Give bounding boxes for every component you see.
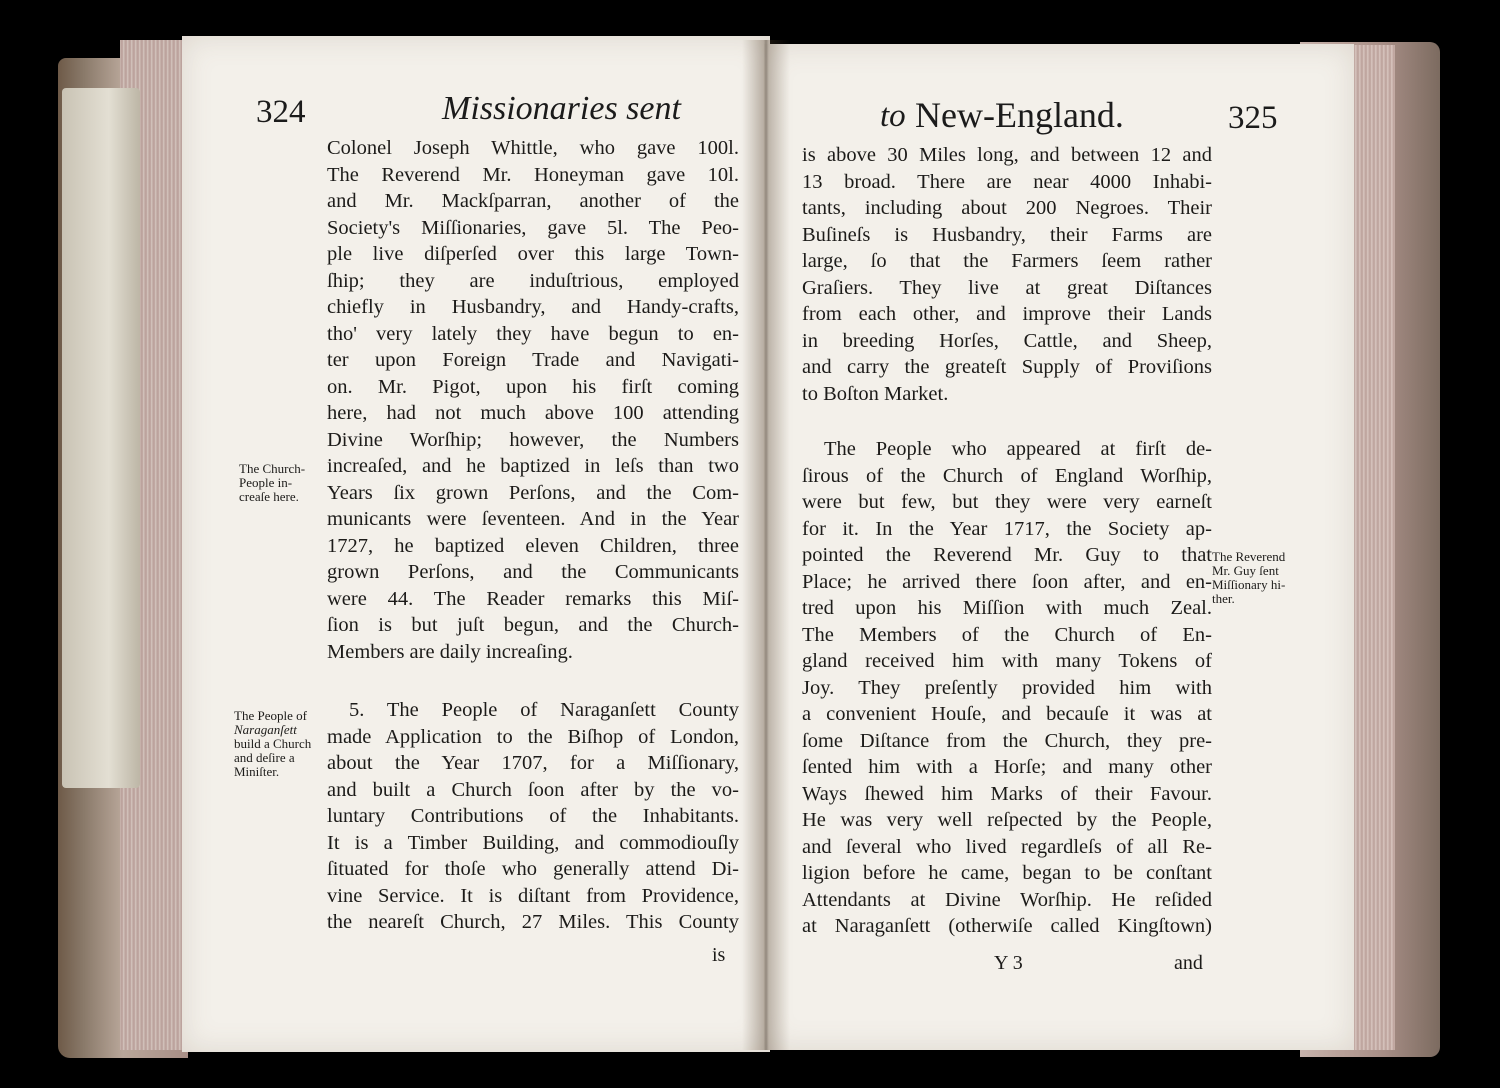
note-line: Naraganſett: [234, 722, 297, 737]
right-running-head: New-England.: [915, 95, 1124, 135]
text-line: ple live diſperſed over this large Town-: [327, 243, 739, 265]
text-line: to Boſton Market.: [802, 382, 949, 405]
note-line: The People of: [234, 708, 307, 723]
text-line: and ſeveral who lived regardleſs of all Re-: [802, 835, 1212, 858]
text-line: in breeding Horſes, Cattle, and Sheep,: [802, 329, 1212, 352]
text-line: luntary Contributions of the Inhabitants.: [327, 805, 739, 827]
margin-note-reverend-guy: [1212, 550, 1285, 606]
right-page-number: 325: [1228, 100, 1278, 136]
text-line: Attendants at Divine Worſhip. He reſided: [802, 888, 1212, 911]
text-line: tho' very lately they have begun to en-: [327, 322, 739, 345]
text-line: 13 broad. There are near 4000 Inhabi-: [802, 170, 1212, 193]
text-line: is above 30 Miles long, and between 12 and: [802, 144, 1212, 166]
left-paragraph-2: [327, 697, 739, 936]
text-line: It is a Timber Building, and commodiouſly: [327, 831, 739, 854]
text-line: ſion is but juſt begun, and the Church-: [327, 614, 739, 636]
text-line: vine Service. It is diſtant from Providence,: [327, 884, 739, 907]
text-line: Graſiers. They live at great Diſtances: [802, 276, 1212, 299]
note-line: Miſſionary hi-: [1212, 577, 1286, 592]
folded-insert: [62, 88, 140, 788]
note-line: creaſe here.: [239, 489, 299, 504]
text-line: ſented him with a Horſe; and many other: [802, 756, 1212, 778]
text-line: tred upon his Miſſion with much Zeal.: [802, 597, 1212, 619]
text-line: pointed the Reverend Mr. Guy to that: [802, 544, 1212, 566]
text-line: the neareſt Church, 27 Miles. This County: [327, 911, 739, 933]
note-line: People in-: [239, 475, 293, 490]
note-line: and deſire a: [234, 750, 295, 765]
text-line: ligion before he came, began to be conſtant: [802, 862, 1212, 884]
text-line: increaſed, and he baptized in leſs than two: [327, 455, 739, 477]
right-catchword: and: [1174, 952, 1203, 974]
text-line: chiefly in Husbandry, and Handy-crafts,: [327, 296, 739, 318]
text-line: for it. In the Year 1717, the Society ap-: [802, 517, 1212, 540]
text-line: here, had not much above 100 attending: [327, 402, 739, 424]
text-line: and carry the greateſt Supply of Proviſions: [802, 356, 1212, 378]
text-line: The Members of the Church of En-: [802, 623, 1212, 646]
margin-note-church-people: [239, 462, 305, 504]
margin-note-naragansett: [234, 709, 311, 779]
text-line: and built a Church ſoon after by the vo-: [327, 778, 739, 801]
text-line: gland received him with many Tokens of: [802, 650, 1212, 672]
text-line: Place; he arrived there ſoon after, and en-: [802, 570, 1212, 593]
text-line: ter upon Foreign Trade and Navigati-: [327, 349, 739, 371]
text-line: 5. The People of Naraganſett County: [349, 699, 739, 721]
text-line: Society's Miſſionaries, gave 5l. The Peo-: [327, 216, 739, 239]
book-gutter: [742, 40, 790, 1050]
text-line: tants, including about 200 Negroes. Their: [802, 197, 1212, 219]
text-line: a convenient Houſe, and becauſe it was at: [802, 703, 1212, 725]
text-line: at Naraganſett (otherwiſe called Kingſtown): [802, 915, 1212, 937]
text-line: 1727, he baptized eleven Children, three: [327, 534, 739, 557]
text-line: He was very well reſpected by the People,: [802, 809, 1212, 831]
text-line: grown Perſons, and the Communicants: [327, 561, 739, 583]
left-paragraph-1: [327, 135, 739, 665]
text-line: Colonel Joseph Whittle, who gave 100l.: [327, 137, 739, 159]
text-line: municants were ſeventeen. And in the Year: [327, 508, 739, 530]
text-line: ſirous of the Church of England Worſhip,: [802, 464, 1212, 487]
left-page-number: 324: [256, 94, 306, 130]
text-line: Joy. They preſently provided him with: [802, 676, 1212, 699]
left-running-head: Missionaries sent: [442, 90, 681, 127]
text-line: The Reverend Mr. Honeyman gave 10l.: [327, 163, 739, 186]
note-line: build a Church: [234, 736, 312, 751]
signature-mark: Y 3: [994, 952, 1023, 974]
text-line: about the Year 1707, for a Miſſionary,: [327, 752, 739, 774]
right-paragraph-1: [802, 142, 1212, 407]
text-line: were but few, but they were very earneſt: [802, 491, 1212, 513]
text-line: Buſineſs is Husbandry, their Farms are: [802, 223, 1212, 246]
text-line: from each other, and improve their Lands: [802, 303, 1212, 325]
text-line: Members are daily increaſing.: [327, 640, 573, 663]
text-line: Ways ſhewed him Marks of their Favour.: [802, 782, 1212, 805]
note-line: The Reverend: [1212, 549, 1286, 564]
note-line: Mr. Guy ſent: [1212, 563, 1279, 578]
text-line: on. Mr. Pigot, upon his firſt coming: [327, 375, 739, 398]
text-line: The People who appeared at firſt de-: [824, 438, 1212, 460]
note-line: ther.: [1212, 591, 1235, 606]
text-line: ſome Diſtance from the Church, they pre-: [802, 729, 1212, 752]
text-line: Years ſix grown Perſons, and the Com-: [327, 481, 739, 504]
note-line: The Church-: [239, 461, 306, 476]
text-line: large, ſo that the Farmers ſeem rather: [802, 250, 1212, 272]
text-line: Divine Worſhip; however, the Numbers: [327, 428, 739, 451]
left-catchword: is: [712, 944, 726, 966]
text-line: ſhip; they are induſtrious, employed: [327, 269, 739, 292]
right-paragraph-2: [802, 436, 1212, 940]
text-line: ſituated for thoſe who generally attend Di-: [327, 858, 739, 880]
right-running-head-prefix: to: [880, 98, 906, 134]
note-line: Miniſter.: [234, 764, 280, 779]
text-line: were 44. The Reader remarks this Miſ-: [327, 587, 739, 610]
text-line: made Application to the Biſhop of London,: [327, 725, 739, 748]
text-line: and Mr. Mackſparran, another of the: [327, 190, 739, 212]
